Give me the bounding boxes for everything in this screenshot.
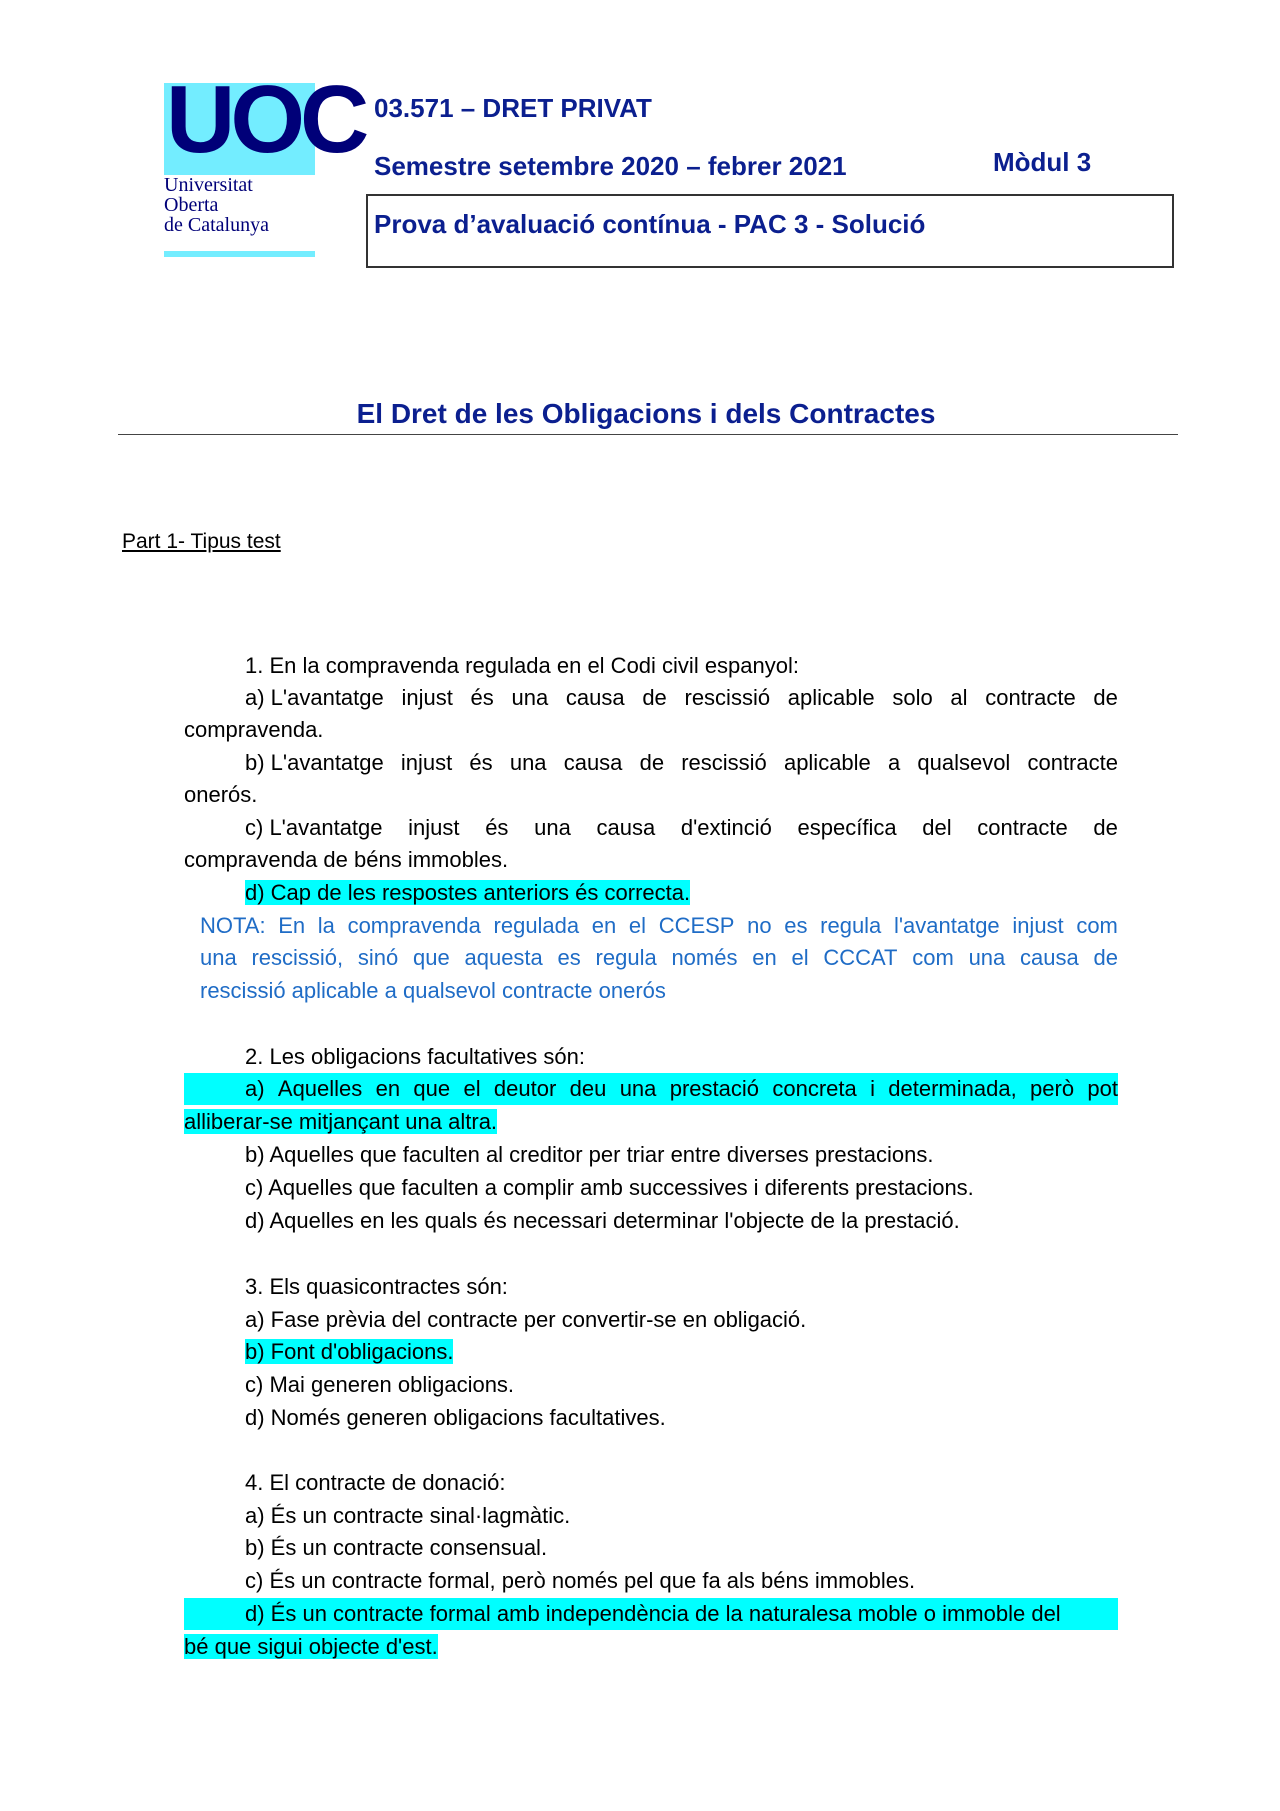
q2-option-c: c) Aquelles que faculten a complir amb successives i diferents prestacions. (245, 1175, 974, 1200)
q4-option-b: b) És un contracte consensual. (245, 1535, 548, 1560)
q2-option-a-cont: alliberar-se mitjançant una altra. (184, 1109, 498, 1134)
q3-option-d: d) Només generen obligacions facultatives. (245, 1405, 666, 1430)
q4-option-d-correct: d) És un contracte formal amb independència de la naturalesa moble o immoble del (184, 1598, 1118, 1630)
q1-option-c-cont: compravenda de béns immobles. (184, 847, 509, 872)
q1-option-c: c) L'avantatge injust és una causa d'extinció específica del contracte de (245, 815, 1118, 840)
q3-option-c: c) Mai generen obligacions. (245, 1372, 515, 1397)
logo-name-line: de Catalunya (164, 214, 269, 236)
question-4-stem: 4. El contracte de donació: (245, 1470, 506, 1495)
q1-option-d-correct: d) Cap de les respostes anteriors és correcta. (245, 880, 691, 905)
question-2-stem: 2. Les obligacions facultatives són: (245, 1044, 585, 1069)
part-heading: Part 1- Tipus test (122, 530, 281, 553)
document-title: El Dret de les Obligacions i dels Contractes (356, 398, 936, 429)
q4-option-d-cont: bé que sigui objecte d'est. (184, 1634, 438, 1659)
q3-option-a: a) Fase prèvia del contracte per convertir-se en obligació. (245, 1307, 807, 1332)
semester-label: Semestre setembre 2020 – febrer 2021 (374, 151, 847, 181)
q1-option-b-cont: onerós. (184, 782, 258, 807)
q1-note-line: una rescissió, sinó que aquesta es regula només en el CCCAT com una causa de (200, 945, 1118, 970)
question-3-stem: 3. Els quasicontractes són: (245, 1274, 508, 1299)
logo-name-line: Oberta (164, 194, 219, 216)
uoc-logo-letters: UOC (166, 66, 365, 173)
question-1-stem: 1. En la compravenda regulada en el Codi civil espanyol: (245, 653, 799, 678)
logo-name-line: Universitat (164, 174, 253, 196)
exam-title: Prova d’avaluació contínua - PAC 3 - Solució (374, 209, 926, 239)
q1-option-a: a) L'avantatge injust és una causa de rescissió aplicable solo al contracte de (245, 685, 1118, 710)
q2-option-a-correct: a) Aquelles en que el deutor deu una prestació concreta i determinada, però pot (184, 1073, 1118, 1105)
q2-option-d: d) Aquelles en les quals és necessari determinar l'objecte de la prestació. (245, 1208, 960, 1233)
uoc-logo-name (164, 175, 269, 235)
q4-option-a: a) És un contracte sinal·lagmàtic. (245, 1503, 571, 1528)
q1-option-b: b) L'avantatge injust és una causa de rescissió aplicable a qualsevol contracte (245, 750, 1118, 775)
q1-note-line: rescissió aplicable a qualsevol contracte onerós (200, 978, 666, 1003)
q1-note-line: NOTA: En la compravenda regulada en el CCESP no es regula l'avantatge injust com (200, 913, 1118, 938)
title-divider (118, 434, 1178, 435)
q1-option-a-cont: compravenda. (184, 717, 324, 742)
course-title: 03.571 – DRET PRIVAT (374, 93, 652, 123)
q2-option-b: b) Aquelles que faculten al creditor per triar entre diverses prestacions. (245, 1142, 934, 1167)
q3-option-b-correct: b) Font d'obligacions. (245, 1339, 454, 1364)
q4-option-c: c) És un contracte formal, però només pel que fa als béns immobles. (245, 1568, 916, 1593)
logo-underline-bar (164, 251, 315, 257)
module-label: Mòdul 3 (993, 147, 1092, 177)
